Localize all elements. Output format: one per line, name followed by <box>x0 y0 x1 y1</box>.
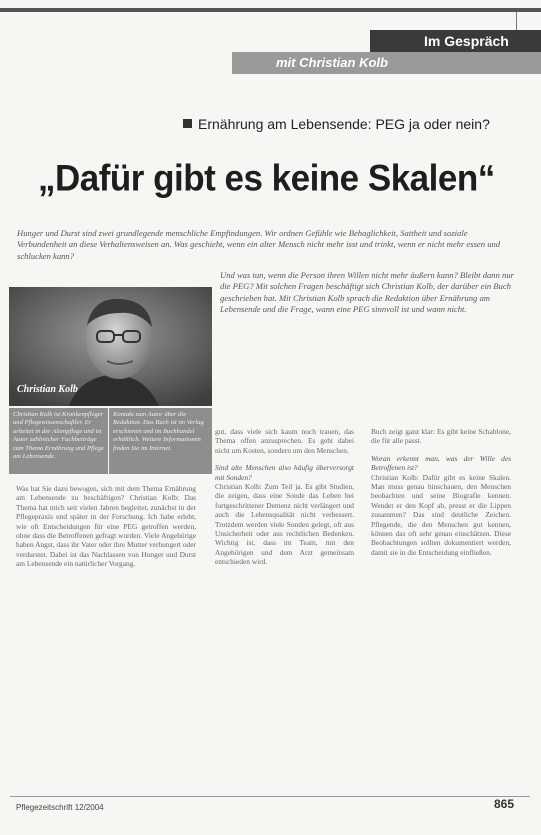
footer-rule <box>10 796 530 797</box>
interview-answer: Christian Kolb: Zum Teil ja. Es gibt Studien, die zeigen, dass eine Sonde das Leben bei fortgeschrittener Demenz nicht verlängert und auch die Lebensqualität nicht verbessert. Trotzdem werden viele Sonden gelegt, oft aus Unsicherheit oder aus rechtlichen Bedenken. Wichtig ist, dass im Team, mit den Angehörigen und dem Arzt gemeinsam entschieden wird. <box>215 482 354 567</box>
photo-caption: Christian Kolb <box>17 384 78 395</box>
square-bullet-icon <box>183 119 192 128</box>
lead-paragraph: Hunger und Durst sind zwei grundlegende menschliche Empfindungen. Wir ordnen Gefühle wie Behaglichkeit, Sattheit und soziale Verbundenheit an diese Verhaltensweisen an. Was geschieht, wenn ein alter Mensch nicht mehr isst und trinkt, wenn er nicht mehr essen und schlucken kann? <box>17 228 501 261</box>
interviewee-bar: mit Christian Kolb <box>232 52 541 74</box>
header-divider <box>516 12 517 32</box>
author-bio: Christian Kolb ist Krankenpfleger und Pflegewissenschaftler. Er arbeitet in der Altenpflege und ist Autor zahlreicher Fachbeiträge zum Thema Ernährung und Pflege am Lebensende. <box>9 408 108 474</box>
interview-answer: Christian Kolb: Dafür gibt es keine Skalen. Man muss genau hinschauen, den Menschen beobachten und seine Biografie kennen. Wendet er den Kopf ab, presst er die Lippen zusammen? Das sind deutliche Zeichen. Pflegende, die den Menschen gut kennen, können das oft sehr genau einschätzen. Diese Beobachtungen sollten dokumentiert werden, damit sie in die Entscheidung einfließen. <box>371 472 511 557</box>
text-column-2 <box>215 427 354 567</box>
section-title: Im Gespräch <box>370 30 541 52</box>
column-paragraph: Buch zeigt ganz klar: Es gibt keine Schablone, die für alle passt. <box>371 427 511 446</box>
article-kicker <box>183 116 490 132</box>
publication-name: Pflegezeitschrift 12/2004 <box>16 803 104 812</box>
text-column-3 <box>371 427 511 557</box>
page-number: 865 <box>494 797 515 811</box>
interview-question: Woran erkennt man, was der Wille des Betroffenen ist? <box>371 453 511 473</box>
interview-question: Sind alte Menschen also häufig überversorgt mit Sonden? <box>215 463 354 482</box>
column-paragraph: gut, dass viele sich kaum noch trauen, das Thema offen anzusprechen. Es geht dabei nicht um Kosten, sondern um den Menschen. <box>215 427 354 455</box>
lead-paragraph-continued: Und was tun, wenn die Person ihren Willen nicht mehr äußern kann? Bleibt dann nur die PEG? Mit solchen Fragen beschäftigt sich Christian Kolb, der darüber ein Buch geschrieben hat. Mit Christian Kolb sprach die Redaktion über Ernährung am Lebensende und die Frage, wann eine PEG sinnvoll ist und wann nicht. <box>220 270 514 314</box>
kicker-text: Ernährung am Lebensende: PEG ja oder nein? <box>198 116 490 132</box>
top-rule <box>0 8 541 12</box>
article-headline: „Dafür gibt es keine Skalen“ <box>38 158 495 199</box>
text-column-1: Was hat Sie dazu bewogen, sich mit dem Thema Ernährung am Lebensende zu beschäftigen? Christian Kolb: Das Thema hat mich seit vielen Jahren begleitet, zunächst in der Pflegepraxis und später in der Forschung. Ich habe erlebt, wie oft Entscheidungen für eine PEG getroffen werden, ohne dass die Betroffenen gefragt wurden. Viele Angehörige haben Angst, dass ihr Vater oder ihre Mutter verhungert oder verdurstet. Dabei ist das Nachlassen von Hunger und Durst am Lebensende ein natürlicher Vorgang. <box>16 484 196 569</box>
author-bio-continued: Kontakt zum Autor über die Redaktion. Das Buch ist im Verlag erschienen und im Buchhandel erhältlich. Weitere Informationen finden Sie im Internet. <box>109 408 212 474</box>
